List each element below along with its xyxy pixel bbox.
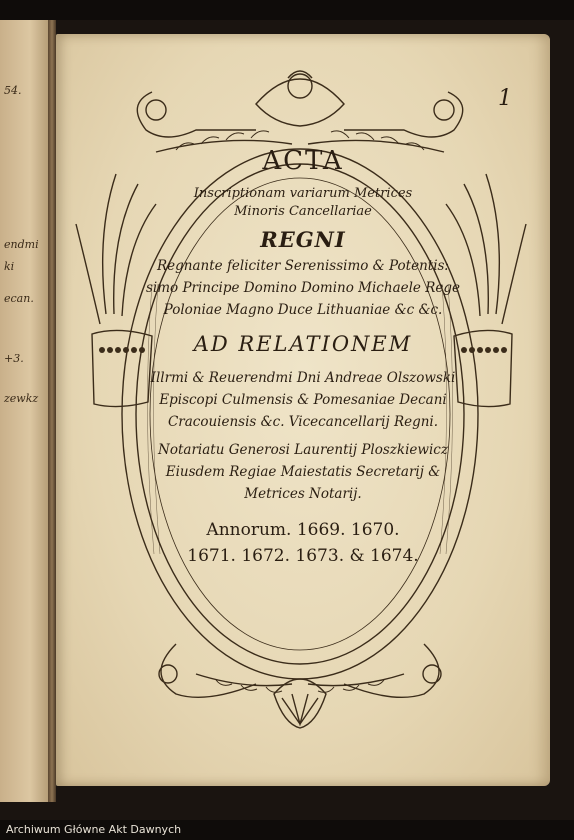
notariatu-line-2: Eiusdem Regiae Maiestatis Secretarij & [165,464,441,480]
folio-number: 1 [498,86,512,111]
left-fragment: ecan. [4,292,34,305]
body-line-1: Regnante feliciter Serenissimo & Potentis: [157,258,449,274]
body-line-3: Poloniae Magno Duce Lithuaniae &c &c. [163,302,443,318]
title-acta: ACTA [262,146,344,176]
relation-line-1: Illrmi & Reuerendmi Dni Andreae Olszowski [150,370,456,386]
left-fragment: +3. [4,352,24,365]
relation-line-3: Cracouiensis &c. Vicecancellarij Regni. [167,414,439,430]
archive-footer: Archiwum Główne Akt Dawnych [0,820,574,840]
left-fragment: zewkz [4,392,39,405]
subtitle-line-2: Minoris Cancellariae [234,204,372,219]
years-line-2: 1671. 1672. 1673. & 1674. [187,546,419,566]
notariatu-line-3: Metrices Notarij. [244,486,362,502]
ad-relationem-heading: AD RELATIONEM [193,332,413,356]
subtitle-line-1: Inscriptionam variarum Metrices [193,186,413,201]
body-line-2: simo Principe Domino Domino Michaele Rege [145,280,460,296]
left-page-edge [0,20,52,802]
relation-line-2: Episcopi Culmensis & Pomesaniae Decani [159,392,447,408]
years-line-1: Annorum. 1669. 1670. [206,520,400,540]
left-fragment: endmi [4,238,39,251]
left-fragment: 54. [4,84,22,97]
book-binding [48,20,56,802]
notariatu-line-1: Notariatu Generosi Laurentij Ploszkiewicz [158,442,448,458]
left-fragment: ki [4,260,15,273]
title-page [56,34,550,786]
title-regni: REGNI [260,227,346,252]
